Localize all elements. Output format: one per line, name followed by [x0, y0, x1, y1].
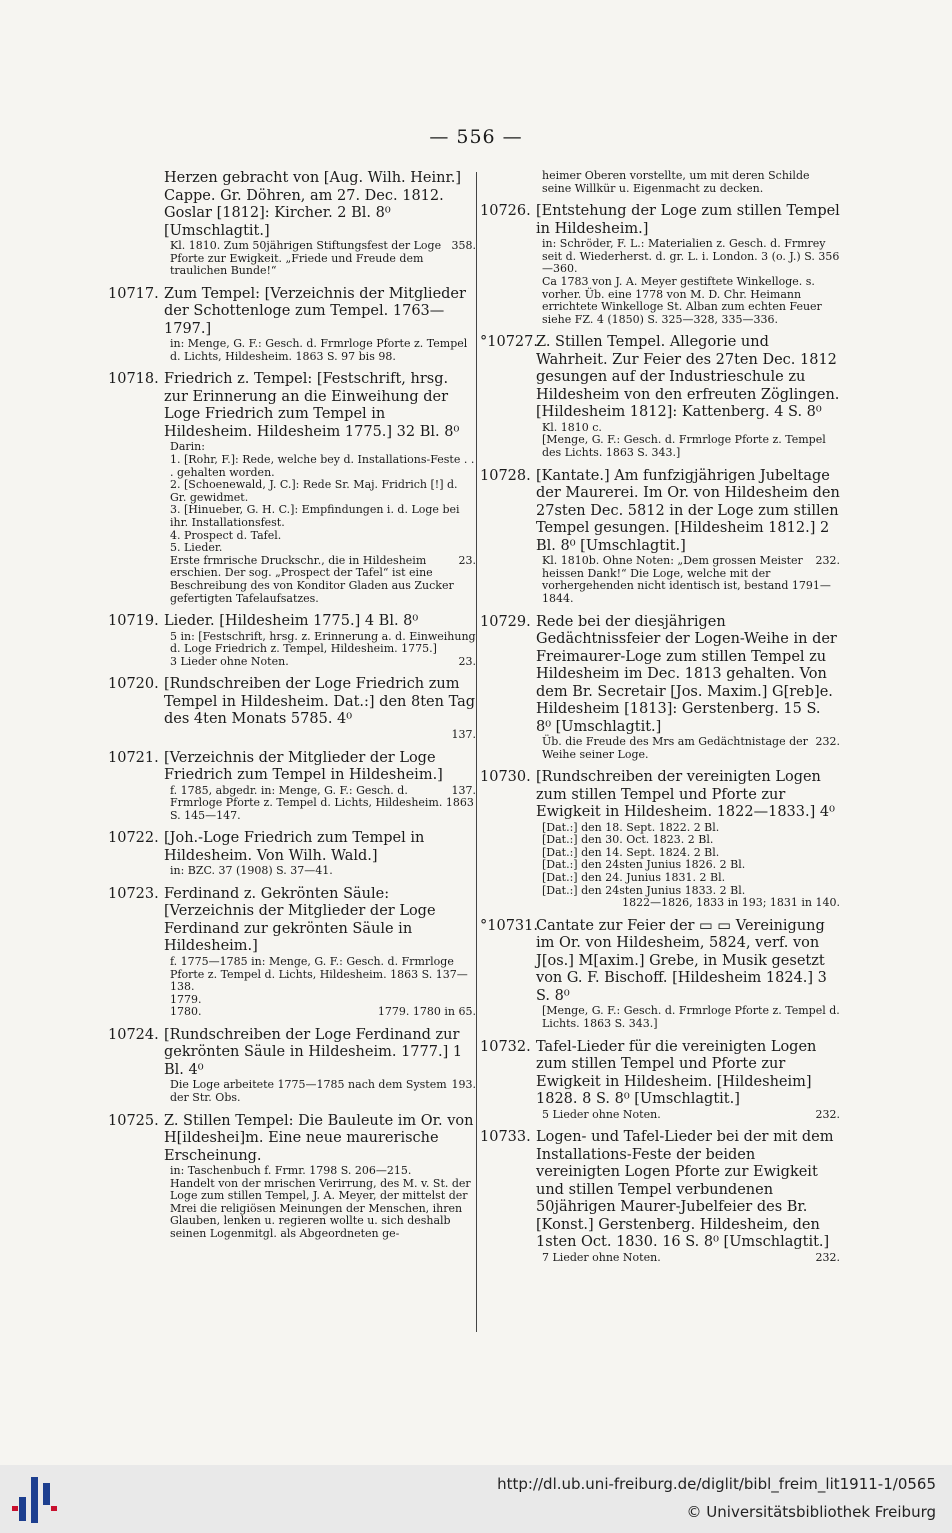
entry-note: [164, 956, 476, 994]
entry-note: [536, 736, 840, 761]
entry-note-text: 7 Lieder ohne Noten.: [542, 1250, 661, 1264]
bibliography-entry: [480, 170, 840, 195]
ub-freiburg-logo-icon: [10, 1475, 60, 1525]
entry-reference: 23.: [458, 654, 476, 668]
entry-number: 10718.: [108, 371, 159, 388]
entry-note: [536, 555, 840, 605]
page-number: — 556 —: [429, 126, 523, 148]
bibliography-entry: [108, 1027, 476, 1105]
entry-number: 10732.: [480, 1038, 531, 1055]
bibliography-entry: [108, 170, 476, 278]
entry-note: [536, 170, 840, 195]
bibliography-entry: [480, 468, 840, 606]
entry-title: [Rundschreiben der Loge Ferdinand zur gekrönten Säule in Hildesheim. 1777.] 1 Bl. 4⁰: [164, 1026, 463, 1078]
entry-note-text: 1779.: [170, 992, 202, 1006]
source-url-link[interactable]: http://dl.ub.uni-freiburg.de/diglit/bibl_freim_lit1911-1/0565: [497, 1475, 936, 1493]
column-divider: [476, 172, 477, 1332]
entry-number: 10726.: [480, 203, 531, 220]
entry-number: 10730.: [480, 769, 531, 786]
bibliography-entry: [108, 676, 476, 741]
entry-title: Logen- und Tafel-Lieder bei der mit dem Installations-Feste der beiden vereinigten Logen Pforte zur Ewigkeit und stillen Tempel verbundenen 50jährigen Maurer-Jubelfeier des Br. [Konst.] Gerstenberg. Hildesheim, den 1sten Oct. 1830. 16 S. 8⁰ [Umschlagtit.]: [536, 1129, 834, 1251]
bibliography-entry: [480, 769, 840, 910]
bibliography-entry: [108, 886, 476, 1019]
entry-reference: 232.: [815, 735, 840, 748]
entry-number: 10729.: [480, 613, 531, 630]
entry-note: [536, 434, 840, 459]
entry-number: 10722.: [108, 830, 159, 847]
entry-number: 10728.: [480, 467, 531, 484]
entry-reference: 1779. 1780 in 65.: [377, 1005, 476, 1019]
entry-number: 10720.: [108, 676, 159, 693]
entry-note-text: f. 1775—1785 in: Menge, G. F.: Gesch. d. Frmrloge Pforte z. Tempel d. Lichts, Hildesheim. 1863 S. 137—138.: [170, 954, 468, 994]
entry-note: [536, 1252, 840, 1265]
entry-note: [164, 865, 476, 878]
entry-note: [164, 631, 476, 656]
entry-note-text: 3. [Hinueber, G. H. C.]: Empfindungen i. d. Loge bei ihr. Installationsfest.: [170, 503, 460, 530]
entry-number: °10727.: [480, 334, 538, 351]
entry-note-text: 2. [Schoenewald, J. C.]: Rede Sr. Maj. Fridrich [!] d. Gr. gewidmet.: [170, 478, 458, 504]
entry-reference: 232.: [815, 554, 840, 568]
bibliography-entry: [480, 203, 840, 326]
entry-note-text: Darin:: [170, 440, 205, 454]
entry-note: [164, 240, 476, 278]
bibliography-entry: [108, 371, 476, 605]
entry-title: Cantate zur Feier der ▭ ▭ Vereinigung im Or. von Hildesheim, 5824, verf. von J[os.] M[axim.] Grebe, in Musik gesetzt von G. F. Bischoff. [Hildesheim 1824.] 3 S. 8⁰: [536, 917, 827, 1004]
entry-title: [Joh.-Loge Friedrich zum Tempel in Hildesheim. Von Wilh. Wald.]: [164, 830, 425, 864]
entry-title: [Verzeichnis der Mitglieder der Loge Friedrich zum Tempel in Hildesheim.]: [164, 749, 443, 784]
entry-note-text: [Dat.:] den 24sten Junius 1826. 2 Bl.: [542, 858, 746, 872]
entry-note-text: Die Loge arbeitete 1775—1785 nach dem System der Str. Obs.: [170, 1078, 447, 1104]
entry-reference: 1822—1826, 1833 in 193; 1831 in 140.: [622, 896, 840, 910]
entry-note-text: [Dat.:] den 24. Junius 1831. 2 Bl.: [542, 871, 726, 885]
bibliography-entry: [108, 613, 476, 668]
entry-reference: 232.: [815, 1250, 840, 1264]
entry-note-text: [Menge, G. F.: Gesch. d. Frmrloge Pforte z. Tempel des Lichts. 1863 S. 343.]: [542, 433, 826, 460]
entry-note-text: Kl. 1810 c.: [542, 420, 602, 434]
entry-note-text: 3 Lieder ohne Noten.: [170, 654, 289, 668]
entry-note-text: Ca 1783 von J. A. Meyer gestiftete Winkelloge. s. vorher. Üb. eine 1778 von M. D. Chr. Heimann errichtete Winkelloge St. Alban zum echten Feuer siehe FZ. 4 (1850) S. 325—328, 335—336.: [542, 274, 822, 326]
entry-note: [536, 276, 840, 326]
entry-note: [536, 238, 840, 276]
bibliography-entry: [108, 830, 476, 878]
entry-title: Friedrich z. Tempel: [Festschrift, hrsg. zur Erinnerung an die Einweihung der Loge Friedrich zum Tempel in Hildesheim. Hildesheim 1775.] 32 Bl. 8⁰: [164, 371, 460, 440]
copyright-text: © Universitätsbibliothek Freiburg: [686, 1503, 936, 1521]
entry-reference: 232.: [815, 1107, 840, 1121]
entry-note: [164, 656, 476, 669]
entry-title: Herzen gebracht von [Aug. Wilh. Heinr.] Cappe. Gr. Döhren, am 27. Dec. 1812. Goslar [1812]: Kircher. 2 Bl. 8⁰ [Umschlagtit.]: [164, 170, 462, 239]
entry-number: 10717.: [108, 285, 159, 302]
entry-note: [164, 1178, 476, 1241]
entry-note-text: [Dat.:] den 24sten Junius 1833. 2 Bl.: [542, 883, 746, 897]
entry-number: 10725.: [108, 1112, 159, 1129]
entry-number: 10721.: [108, 749, 159, 766]
entry-reference: 137.: [451, 727, 476, 741]
entry-note-text: 5 Lieder ohne Noten.: [542, 1107, 661, 1121]
entry-note: [164, 1079, 476, 1104]
right-column: [480, 170, 840, 1272]
entry-note: [536, 1109, 840, 1122]
entry-note: [164, 785, 476, 823]
entry-note-text: 4. Prospect d. Tafel.: [170, 528, 282, 542]
entry-note-text: 1. [Rohr, F.]: Rede, welche bey d. Installations-Feste . . . gehalten worden.: [170, 453, 475, 479]
bibliography-entry: [480, 918, 840, 1031]
entry-title: Z. Stillen Tempel. Allegorie und Wahrheit. Zur Feier des 27ten Dec. 1812 gesungen auf der Industrieschule zu Hildesheim von den erfreuten Zöglingen. [Hildesheim 1812]: Kattenberg. 4 S. 8⁰: [536, 334, 840, 421]
entry-note-text: 5. Lieder.: [170, 541, 223, 555]
entry-note-text: in: Schröder, F. L.: Materialien z. Gesch. d. Frmrey seit d. Wiederherst. d. gr. L. i. London. 3 (o. J.) S. 356—360.: [542, 237, 840, 276]
entry-note: [164, 555, 476, 605]
entry-note: [164, 338, 476, 363]
bibliography-entry: [480, 614, 840, 762]
bibliography-entry: [108, 750, 476, 823]
entry-note: [164, 479, 476, 504]
entry-note-text: Kl. 1810b. Ohne Noten: „Dem grossen Meister heissen Dank!“ Die Loge, welche mit der vorhergehenden nicht identisch ist, bestand 1791—1844.: [542, 554, 831, 605]
entry-title: Rede bei der diesjährigen Gedächtnissfeier der Logen-Weihe in der Freimaurer-Loge zum stillen Tempel zu Hildesheim im Dec. 1813 gehalten. Von dem Br. Secretair [Jos. Maxim.] G[reb]e. Hildesheim [1813]: Gerstenberg. 15 S. 8⁰ [Umschlagtit.]: [536, 613, 837, 735]
entry-note-text: in: BZC. 37 (1908) S. 37—41.: [170, 864, 333, 878]
entry-reference: 193.: [451, 1078, 476, 1092]
entry-title: Tafel-Lieder für die vereinigten Logen zum stillen Tempel und Pforte zur Ewigkeit in Hildesheim. [Hildesheim] 1828. 8 S. 8⁰ [Umschlagtit.]: [536, 1038, 817, 1108]
entry-title: [Rundschreiben der Loge Friedrich zum Tempel in Hildesheim. Dat.:] den 8ten Tag des 4ten Monats 5785. 4⁰: [164, 676, 476, 728]
entry-note: [164, 1006, 476, 1019]
bibliography-entry: [108, 286, 476, 364]
entry-note: [164, 729, 476, 742]
entry-note-text: f. 1785, abgedr. in: Menge, G. F.: Gesch. d. Frmrloge Pforte z. Tempel d. Lichts, Hildesheim. 1863 S. 145—147.: [170, 783, 474, 822]
entry-note: [164, 504, 476, 529]
entry-note-text: Kl. 1810. Zum 50jährigen Stiftungsfest der Loge Pforte zur Ewigkeit. „Friede und Freude dem traulichen Bunde!“: [170, 239, 442, 278]
entry-title: Zum Tempel: [Verzeichnis der Mitglieder der Schottenloge zum Tempel. 1763—1797.]: [164, 285, 466, 337]
entry-note-text: [Dat.:] den 30. Oct. 1823. 2 Bl.: [542, 833, 714, 847]
entry-note: [536, 1005, 840, 1030]
entry-reference: 358.: [451, 239, 476, 252]
entry-number: °10731.: [480, 917, 538, 934]
entry-note-text: in: Taschenbuch f. Frmr. 1798 S. 206—215.: [170, 1164, 412, 1178]
entry-note-text: [Dat.:] den 14. Sept. 1824. 2 Bl.: [542, 845, 720, 859]
entry-note: [164, 454, 476, 479]
footer-bar: [0, 1465, 952, 1533]
entry-number: 10733.: [480, 1129, 531, 1146]
entry-title: [Kantate.] Am funfzigjährigen Jubeltage der Maurerei. Im Or. von Hildesheim den 27sten Dec. 5812 in der Loge zum stillen Tempel gesungen. [Hildesheim 1812.] 2 Bl. 8⁰ [Umschlagtit.]: [536, 467, 840, 554]
entry-note-text: Üb. die Freude des Mrs am Gedächtnistage der Weihe seiner Loge.: [542, 735, 808, 761]
entry-title: [Rundschreiben der vereinigten Logen zum stillen Tempel und Pforte zur Ewigkeit in Hildesheim. 1822—1833.] 4⁰: [536, 769, 835, 821]
entry-reference: 23.: [458, 553, 476, 567]
left-column: [108, 170, 476, 1249]
entry-title: Z. Stillen Tempel: Die Bauleute im Or. von H[ildeshei]m. Eine neue maurerische Erscheinung.: [164, 1112, 474, 1164]
entry-note-text: Handelt von der mrischen Verirrung, des M. v. St. der Loge zum stillen Tempel, J. A. Meyer, der mittelst der Mrei die religiösen Meinungen der Menschen, ihren Glauben, lenken u. regieren wollte u. sich deshalb seinen Logenmitgl. als Abgeordneten ge-: [170, 1176, 471, 1241]
entry-reference: 137.: [451, 783, 476, 797]
entry-note-text: Erste frmrische Druckschr., die in Hildesheim erschien. Der sog. „Prospect der Tafel“ ist eine Beschreibung des von Konditor Gladen aus Zucker gefertigten Tafelaufsatzes.: [170, 553, 454, 605]
entry-title: Ferdinand z. Gekrönten Säule: [Verzeichnis der Mitglieder der Loge Ferdinand zur gekrönten Säule in Hildesheim.]: [164, 885, 436, 955]
entry-note-text: in: Menge, G. F.: Gesch. d. Frmrloge Pforte z. Tempel d. Lichts, Hildesheim. 1863 S. 97 bis 98.: [170, 337, 468, 363]
entry-title: [Entstehung der Loge zum stillen Tempel in Hildesheim.]: [536, 203, 840, 237]
entry-note-text: heimer Oberen vorstellte, um mit deren Schilde seine Willkür u. Eigenmacht zu decken.: [542, 169, 810, 195]
entry-note-text: 1780.: [170, 1005, 202, 1019]
entry-note-text: [Dat.:] den 18. Sept. 1822. 2 Bl.: [542, 820, 720, 834]
entry-title: Lieder. [Hildesheim 1775.] 4 Bl. 8⁰: [164, 613, 419, 630]
bibliography-entry: [108, 1113, 476, 1241]
entry-note-text: 5 in: [Festschrift, hrsg. z. Erinnerung a. d. Einweihung d. Loge Friedrich z. Tempel, Hildesheim. 1775.]: [170, 629, 476, 656]
entry-number: 10723.: [108, 885, 159, 902]
bibliography-entry: [480, 334, 840, 459]
bibliography-entry: [480, 1129, 840, 1264]
bibliography-entry: [480, 1039, 840, 1122]
entry-note-text: [Menge, G. F.: Gesch. d. Frmrloge Pforte z. Tempel d. Lichts. 1863 S. 343.]: [542, 1004, 840, 1030]
entry-number: 10724.: [108, 1026, 159, 1043]
entry-number: 10719.: [108, 613, 159, 630]
entry-note: [536, 897, 840, 910]
